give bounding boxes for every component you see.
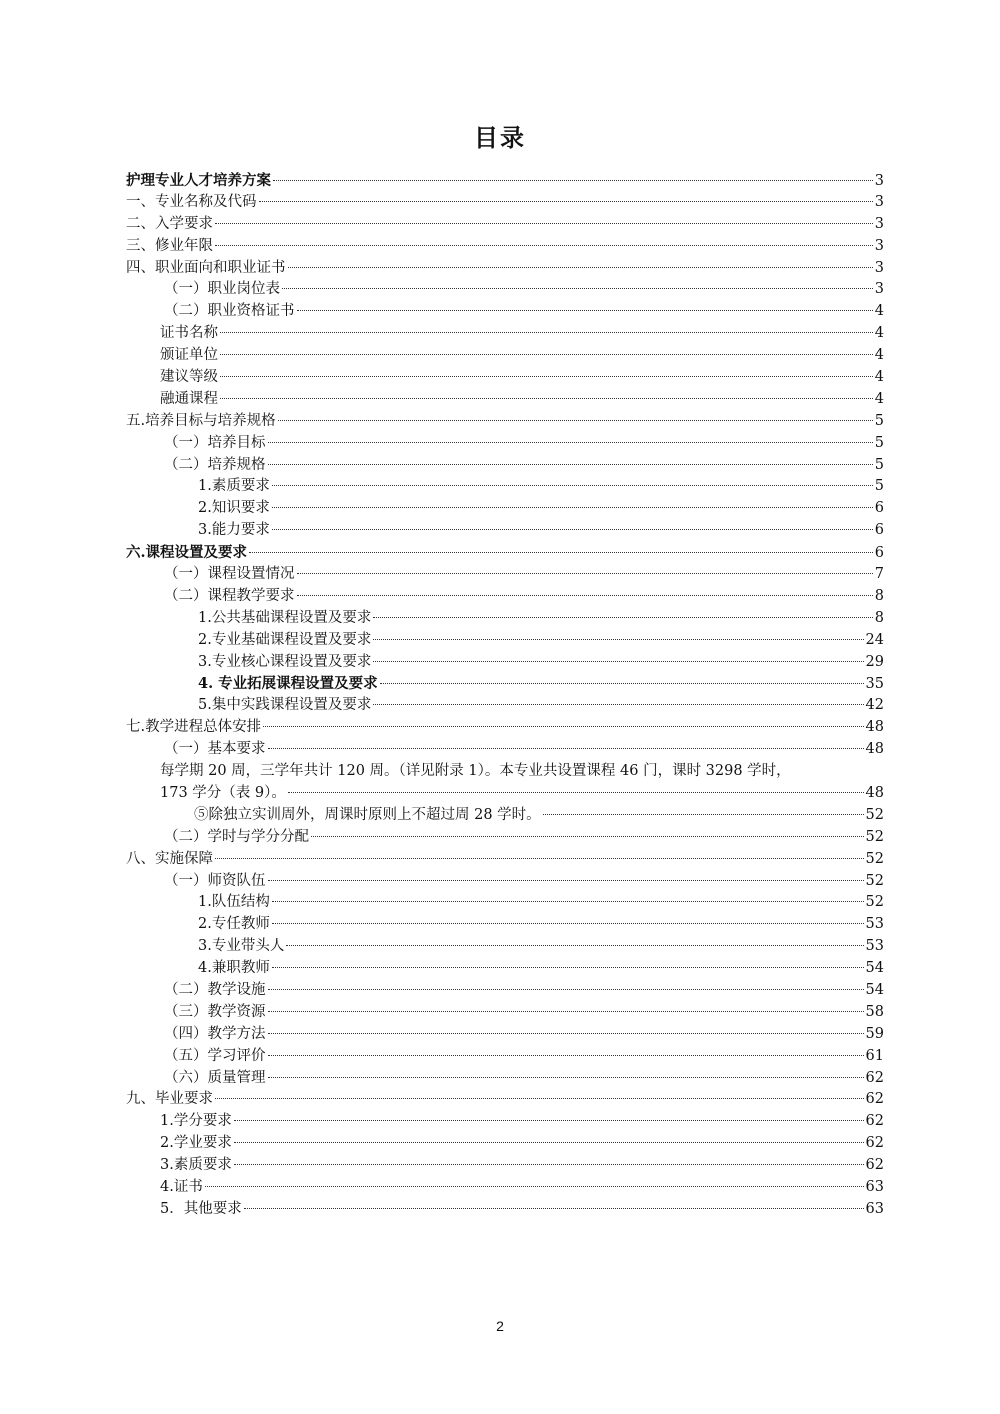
toc-entry[interactable] — [126, 783, 884, 805]
dot-leader — [297, 573, 873, 574]
toc-entry-label: 2.知识要求 — [198, 500, 270, 517]
dot-leader — [272, 901, 864, 902]
toc-entry[interactable] — [126, 279, 884, 301]
toc-entry[interactable] — [126, 455, 884, 477]
dot-leader — [234, 1164, 864, 1165]
toc-entry-label: 三、修业年限 — [126, 237, 213, 254]
toc-entry-page-number: 48 — [865, 784, 884, 801]
toc-entry-label: 融通课程 — [160, 390, 218, 407]
toc-entry-label: 1.队伍结构 — [198, 894, 270, 911]
toc-entry-label: 八、实施保障 — [126, 850, 213, 867]
toc-entry-page-number: 48 — [865, 741, 884, 758]
dot-leader — [220, 354, 873, 355]
toc-entry-page-number: 3 — [874, 281, 884, 298]
toc-entry-label: 六.课程设置及要求 — [126, 544, 248, 562]
toc-entry-label: 二、入学要求 — [126, 215, 213, 232]
toc-entry-label: （一）培养目标 — [164, 434, 266, 451]
toc-entry-label: 建议等级 — [160, 369, 218, 386]
toc-entry-page-number: 4 — [874, 369, 884, 386]
toc-entry-page-number: 59 — [865, 1025, 884, 1042]
dot-leader — [205, 1186, 864, 1187]
toc-entry[interactable] — [126, 236, 884, 258]
toc-entry[interactable] — [126, 520, 884, 542]
toc-entry-label: 一、专业名称及代码 — [126, 193, 257, 210]
toc-entry[interactable] — [126, 1046, 884, 1068]
toc-entry[interactable] — [126, 1089, 884, 1111]
dot-leader — [272, 507, 873, 508]
toc-entry-label: 1.学分要求 — [160, 1113, 232, 1130]
table-of-contents — [126, 170, 884, 1221]
toc-entry[interactable] — [126, 871, 884, 893]
toc-entry-page-number: 42 — [865, 697, 884, 714]
toc-entry-page-number: 8 — [874, 609, 884, 626]
dot-leader — [268, 442, 873, 443]
dot-leader — [297, 310, 873, 311]
toc-entry[interactable] — [126, 1155, 884, 1177]
dot-leader — [273, 180, 873, 181]
toc-entry-label: 护理专业人才培养方案 — [126, 172, 271, 189]
toc-entry-label: （一）课程设置情况 — [164, 566, 295, 583]
dot-leader — [215, 223, 873, 224]
toc-entry-page-number: 62 — [865, 1157, 884, 1174]
toc-entry-page-number: 62 — [865, 1069, 884, 1086]
toc-entry-page-number: 5 — [874, 456, 884, 473]
dot-leader — [215, 858, 864, 859]
toc-entry-label: 2.专业基础课程设置及要求 — [198, 631, 372, 648]
toc-entry-label: 5.集中实践课程设置及要求 — [198, 697, 372, 714]
toc-entry[interactable] — [126, 1177, 884, 1199]
toc-entry-label: （二）学时与学分分配 — [164, 828, 309, 845]
dot-leader — [373, 617, 872, 618]
toc-entry-label: 2.学业要求 — [160, 1135, 232, 1152]
toc-entry-label: （一）职业岗位表 — [164, 281, 280, 298]
dot-leader — [234, 1142, 864, 1143]
dot-leader — [272, 485, 873, 486]
dot-leader — [272, 967, 864, 968]
toc-entry-label: （五）学习评价 — [164, 1047, 266, 1064]
toc-entry-label: 七.教学进程总体安排 — [126, 719, 262, 736]
dot-leader — [380, 683, 864, 684]
toc-entry[interactable] — [126, 608, 884, 630]
toc-entry-label: 颁证单位 — [160, 347, 218, 364]
toc-entry-page-number: 52 — [865, 806, 884, 823]
toc-entry-label: 九、毕业要求 — [126, 1091, 213, 1108]
toc-entry-label: 3.能力要求 — [198, 522, 270, 539]
dot-leader — [234, 1120, 864, 1121]
toc-entry[interactable] — [126, 433, 884, 455]
toc-entry[interactable] — [126, 892, 884, 914]
toc-entry-page-number: 63 — [865, 1178, 884, 1195]
toc-entry-page-number: 4 — [874, 303, 884, 320]
dot-leader — [268, 1077, 864, 1078]
toc-entry[interactable] — [126, 258, 884, 280]
toc-entry-label: （三）教学资源 — [164, 1003, 266, 1020]
dot-leader — [272, 923, 864, 924]
toc-entry-page-number: 58 — [865, 1003, 884, 1020]
dot-leader — [244, 1208, 864, 1209]
toc-entry[interactable] — [126, 214, 884, 236]
toc-entry-label: （二）教学设施 — [164, 981, 266, 998]
toc-entry-label: 证书名称 — [160, 325, 218, 342]
toc-entry-page-number: 54 — [865, 960, 884, 977]
toc-entry-label: （六）质量管理 — [164, 1069, 266, 1086]
dot-leader — [263, 726, 863, 727]
toc-entry-page-number: 52 — [865, 872, 884, 889]
toc-entry-page-number: 3 — [874, 173, 884, 189]
toc-entry-page-number: 62 — [865, 1135, 884, 1152]
toc-entry-label: ⑤除独立实训周外，周课时原则上不超过周 28 学时。 — [194, 806, 541, 823]
toc-entry-page-number: 53 — [865, 938, 884, 955]
toc-entry-page-number: 4 — [874, 325, 884, 342]
toc-entry-label: 四、职业面向和职业证书 — [126, 259, 286, 276]
toc-entry[interactable] — [126, 411, 884, 433]
dot-leader — [268, 1055, 864, 1056]
dot-leader — [268, 1011, 864, 1012]
toc-entry-label: 1.公共基础课程设置及要求 — [198, 609, 372, 626]
page-number: 2 — [496, 1318, 504, 1334]
toc-entry-page-number: 8 — [874, 587, 884, 604]
toc-entry-page-number: 24 — [865, 631, 884, 648]
dot-leader — [249, 552, 873, 553]
dot-leader — [268, 1033, 864, 1034]
toc-entry[interactable] — [126, 652, 884, 674]
toc-entry[interactable] — [126, 980, 884, 1002]
toc-entry-label: （二）课程教学要求 — [164, 587, 295, 604]
toc-entry-wrapped-line: 每学期 20 周，三学年共计 120 周。（详见附录 1）。本专业共设置课程 46 门，课时 3298 学时， — [160, 763, 791, 780]
toc-entry-page-number: 5 — [874, 478, 884, 495]
dot-leader — [288, 792, 864, 793]
toc-entry-label: 2.专任教师 — [198, 916, 270, 933]
toc-entry-page-number: 52 — [865, 828, 884, 845]
toc-entry-label: 1.素质要求 — [198, 478, 270, 495]
dot-leader — [282, 288, 873, 289]
dot-leader — [268, 989, 864, 990]
toc-entry[interactable] — [126, 170, 884, 192]
toc-entry-label: （一）基本要求 — [164, 741, 266, 758]
toc-entry[interactable] — [126, 301, 884, 323]
toc-entry-page-number: 52 — [865, 850, 884, 867]
dot-leader — [373, 639, 863, 640]
dot-leader — [268, 464, 873, 465]
dot-leader — [543, 814, 864, 815]
toc-entry[interactable] — [126, 323, 884, 345]
toc-entry[interactable] — [126, 1199, 884, 1221]
toc-entry-label: 5．其他要求 — [160, 1200, 242, 1217]
dot-leader — [373, 661, 863, 662]
toc-entry-page-number: 5 — [874, 412, 884, 429]
dot-leader — [311, 836, 864, 837]
toc-entry-page-number: 54 — [865, 981, 884, 998]
toc-entry-label: 4.兼职教师 — [198, 960, 270, 977]
toc-entry-page-number: 4 — [874, 390, 884, 407]
toc-entry-label: （四）教学方法 — [164, 1025, 266, 1042]
dot-leader — [215, 1098, 864, 1099]
dot-leader — [268, 748, 864, 749]
toc-entry-page-number: 29 — [865, 653, 884, 670]
toc-entry[interactable] — [126, 673, 884, 695]
toc-entry-page-number: 6 — [874, 522, 884, 539]
toc-entry-label: 五.培养目标与培养规格 — [126, 412, 276, 429]
toc-entry[interactable] — [126, 1133, 884, 1155]
toc-entry-page-number: 62 — [865, 1091, 884, 1108]
toc-entry[interactable] — [126, 739, 884, 761]
toc-entry[interactable] — [126, 717, 884, 739]
toc-entry-label: （一）师资队伍 — [164, 872, 266, 889]
toc-entry-page-number: 3 — [874, 215, 884, 232]
toc-entry[interactable] — [126, 1002, 884, 1024]
dot-leader — [220, 332, 873, 333]
toc-entry-page-number: 3 — [874, 259, 884, 276]
toc-entry[interactable] — [126, 192, 884, 214]
dot-leader — [268, 880, 864, 881]
dot-leader — [286, 945, 863, 946]
toc-entry[interactable] — [126, 827, 884, 849]
toc-entry-label: 4. 专业拓展课程设置及要求 — [198, 675, 378, 693]
toc-entry-page-number: 6 — [874, 500, 884, 517]
dot-leader — [278, 420, 873, 421]
toc-entry-label: 173 学分（表 9）。 — [160, 784, 286, 801]
toc-entry[interactable] — [126, 389, 884, 411]
toc-entry-page-number: 52 — [865, 894, 884, 911]
toc-entry-page-number: 48 — [865, 719, 884, 736]
toc-entry-page-number: 62 — [865, 1113, 884, 1130]
toc-entry-label: 3.专业带头人 — [198, 938, 285, 955]
toc-entry-page-number: 6 — [874, 545, 884, 562]
toc-entry[interactable] — [126, 476, 884, 498]
toc-entry-page-number: 4 — [874, 347, 884, 364]
toc-entry-label: 3.素质要求 — [160, 1157, 232, 1174]
toc-entry-page-number: 53 — [865, 916, 884, 933]
toc-entry[interactable] — [126, 630, 884, 652]
toc-entry[interactable] — [126, 345, 884, 367]
dot-leader — [373, 704, 863, 705]
toc-entry-label: （二）培养规格 — [164, 456, 266, 473]
dot-leader — [215, 245, 873, 246]
toc-entry[interactable] — [126, 936, 884, 958]
page-title: 目录 — [474, 123, 526, 152]
toc-entry-label: （二）职业资格证书 — [164, 303, 295, 320]
toc-entry[interactable] — [126, 564, 884, 586]
toc-entry[interactable] — [126, 958, 884, 980]
toc-entry-page-number: 35 — [865, 676, 884, 693]
dot-leader — [288, 267, 873, 268]
toc-entry-label: 4.证书 — [160, 1178, 203, 1195]
dot-leader — [220, 376, 873, 377]
toc-entry[interactable] — [126, 367, 884, 389]
toc-entry[interactable] — [126, 1024, 884, 1046]
toc-entry[interactable] — [126, 914, 884, 936]
toc-entry[interactable] — [126, 586, 884, 608]
toc-entry[interactable] — [126, 1111, 884, 1133]
dot-leader — [297, 595, 873, 596]
toc-entry[interactable] — [126, 542, 884, 564]
toc-entry-page-number: 5 — [874, 434, 884, 451]
dot-leader — [272, 529, 873, 530]
toc-entry-page-number: 63 — [865, 1200, 884, 1217]
dot-leader — [259, 201, 873, 202]
toc-entry-page-number: 61 — [865, 1047, 884, 1064]
toc-entry-page-number: 3 — [874, 193, 884, 210]
toc-entry-page-number: 7 — [874, 566, 884, 583]
toc-entry[interactable] — [126, 498, 884, 520]
toc-entry[interactable] — [126, 1068, 884, 1090]
toc-entry[interactable] — [126, 695, 884, 717]
toc-entry-label: 3.专业核心课程设置及要求 — [198, 653, 372, 670]
toc-entry[interactable] — [126, 849, 884, 871]
toc-entry-page-number: 3 — [874, 237, 884, 254]
dot-leader — [220, 398, 873, 399]
toc-entry[interactable] — [126, 805, 884, 827]
